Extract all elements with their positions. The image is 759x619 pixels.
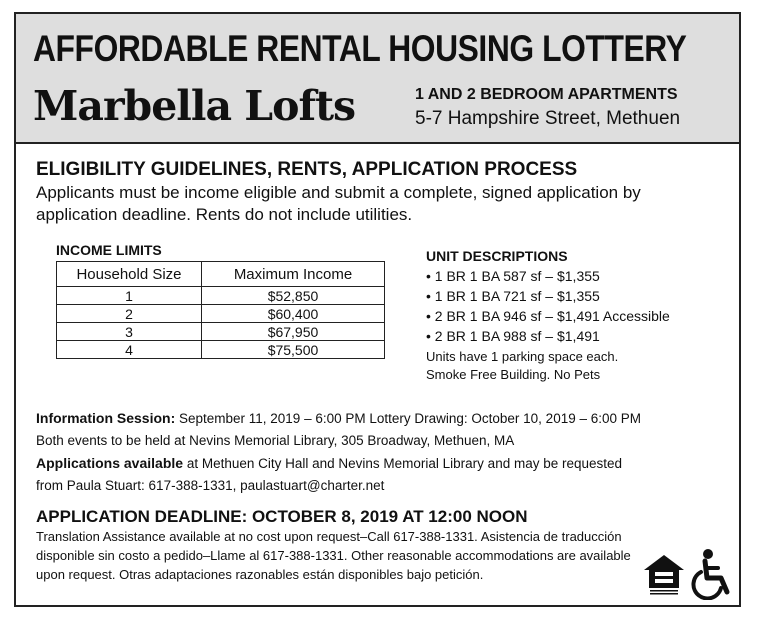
wheelchair-icon [691,548,739,600]
household-size-cell: 4 [57,341,202,359]
info-session-text: September 11, 2019 – 6:00 PM Lottery Drawing: October 10, 2019 – 6:00 PM [175,411,642,426]
flyer-frame [14,12,741,607]
unit-descriptions-heading: UNIT DESCRIPTIONS [426,248,568,264]
max-income-cell: $60,400 [202,305,385,323]
flyer-title: AFFORDABLE RENTAL HOUSING LOTTERY [33,28,687,69]
applications-line [36,452,736,475]
info-block [36,407,736,497]
applications-label: Applications available [36,455,184,471]
column-header: Household Size [57,262,202,287]
unit-notes [426,348,618,384]
table-row [57,287,385,305]
income-limits-heading: INCOME LIMITS [56,242,162,258]
smoke-free-note: Smoke Free Building. No Pets [426,367,601,382]
table-row [57,341,385,359]
max-income-cell: $67,950 [202,323,385,341]
list-item: • 2 BR 1 BA 988 sf – $1,491 [426,328,600,344]
table-header-row [57,262,385,287]
property-name: Marbella Lofts [33,82,356,130]
applications-text: at Methuen City Hall and Nevins Memorial Library and may be requested [183,456,623,471]
header-banner [16,14,739,144]
household-size-cell: 1 [57,287,202,305]
list-item: • 1 BR 1 BA 721 sf – $1,355 [426,288,600,304]
eligibility-heading: ELIGIBILITY GUIDELINES, RENTS, APPLICATION PROCESS [36,159,578,180]
info-session-label: Information Session: [36,410,176,426]
info-session-line [36,407,736,430]
household-size-cell: 3 [57,323,202,341]
apartment-types: 1 AND 2 BEDROOM APARTMENTS [415,86,678,103]
eligibility-intro: Applicants must be income eligible and submit a complete, signed application by application deadline. Rents do not include utilities. [36,183,641,224]
table-row [57,323,385,341]
list-item: • 1 BR 1 BA 587 sf – $1,355 [426,268,600,284]
household-size-cell: 2 [57,305,202,323]
deadline-heading: APPLICATION DEADLINE: OCTOBER 8, 2019 AT 12:00 NOON [36,507,528,526]
list-item: • 2 BR 1 BA 946 sf – $1,491 Accessible [426,308,670,324]
translation-note: Translation Assistance available at no cost upon request–Call 617-388-1331. Asistencia de traducción disponible sin costo a pedido–Llame al 617-388-1331. Other reasonable accommodations are available upon request. Otras adaptaciones razonables están disponibles bajo petición. [36,529,631,582]
income-limits-table [56,261,385,359]
contact-line: from Paula Stuart: 617-388-1331, paulastuart@charter.net [36,478,385,493]
venue-line: Both events to be held at Nevins Memorial Library, 305 Broadway, Methuen, MA [36,433,515,448]
max-income-cell: $52,850 [202,287,385,305]
unit-list [426,266,670,346]
equal-housing-icon [642,552,686,596]
table-row [57,305,385,323]
max-income-cell: $75,500 [202,341,385,359]
column-header: Maximum Income [202,262,385,287]
property-address: 5-7 Hampshire Street, Methuen [415,108,681,129]
parking-note: Units have 1 parking space each. [426,349,619,364]
